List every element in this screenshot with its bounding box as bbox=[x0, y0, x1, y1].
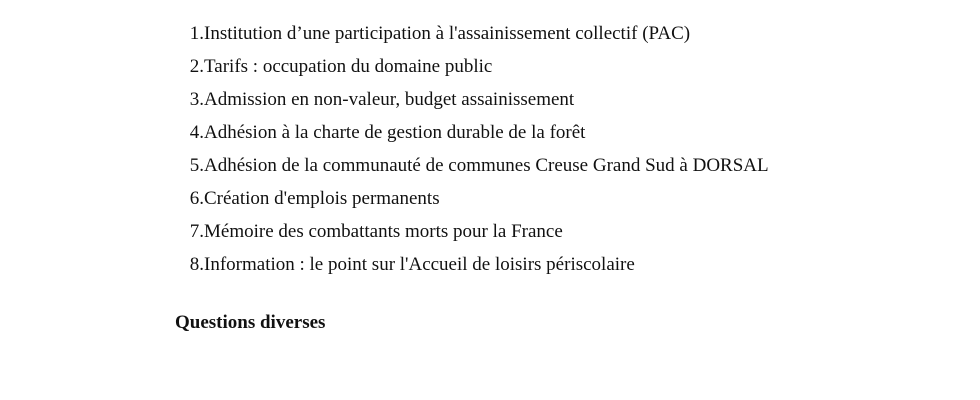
agenda-item-6 bbox=[184, 187, 769, 220]
agenda-item-text: Création d'emplois permanents bbox=[204, 188, 440, 209]
agenda-item-2 bbox=[184, 55, 769, 88]
agenda-item-number: 5. bbox=[189, 155, 204, 176]
agenda-list bbox=[184, 22, 769, 286]
agenda-item-text: Adhésion à la charte de gestion durable de la forêt bbox=[204, 122, 586, 143]
agenda-item-number: 4. bbox=[189, 122, 204, 143]
agenda-item-4 bbox=[184, 121, 769, 154]
agenda-item-number: 1. bbox=[189, 23, 204, 44]
agenda-item-number: 2. bbox=[189, 56, 204, 77]
agenda-item-text: Mémoire des combattants morts pour la France bbox=[204, 221, 563, 242]
agenda-item-number: 7. bbox=[189, 221, 204, 242]
agenda-item-text: Institution d’une participation à l'assainissement collectif (PAC) bbox=[204, 23, 691, 44]
agenda-item-text: Information : le point sur l'Accueil de loisirs périscolaire bbox=[204, 254, 635, 275]
agenda-item-text: Admission en non-valeur, budget assainissement bbox=[204, 89, 575, 110]
agenda-item-number: 6. bbox=[189, 188, 204, 209]
agenda-item-5 bbox=[184, 154, 769, 187]
agenda-item-number: 8. bbox=[189, 254, 204, 275]
agenda-item-8 bbox=[184, 253, 769, 286]
agenda-item-text: Adhésion de la communauté de communes Creuse Grand Sud à DORSAL bbox=[204, 155, 769, 176]
agenda-item-3 bbox=[184, 88, 769, 121]
agenda-item-text: Tarifs : occupation du domaine public bbox=[204, 56, 493, 77]
agenda-item-7 bbox=[184, 220, 769, 253]
agenda-item-1 bbox=[184, 22, 769, 55]
section-heading: Questions diverses bbox=[175, 312, 326, 333]
agenda-item-number: 3. bbox=[189, 89, 204, 110]
